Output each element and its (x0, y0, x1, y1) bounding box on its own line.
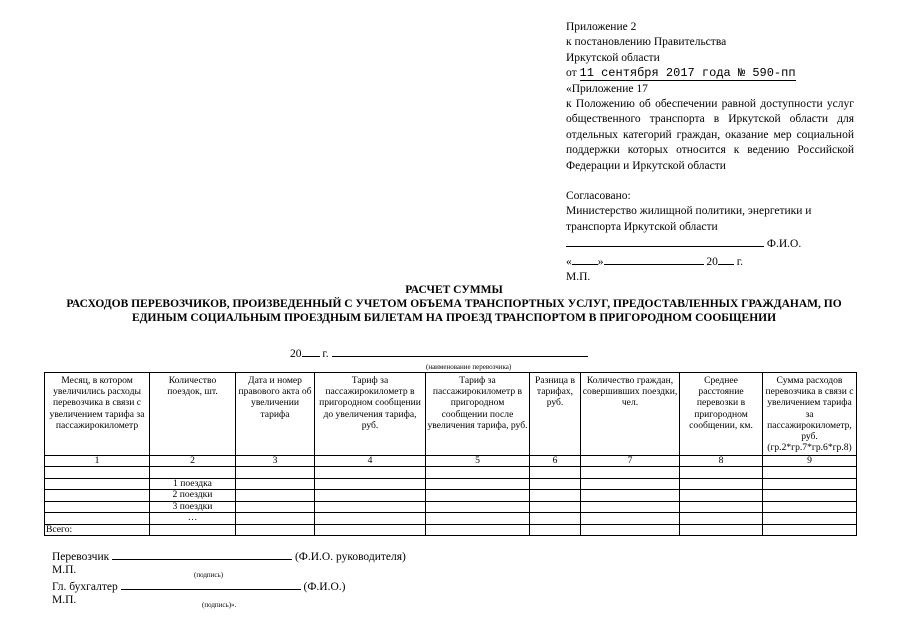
header-citizens-count: Количество граждан, совершивших поездки, чел. (581, 373, 680, 456)
table-cell (763, 478, 857, 490)
carrier-label: Перевозчик (52, 551, 110, 563)
table-cell (45, 490, 150, 502)
table-cell (315, 501, 426, 513)
signature-block (52, 548, 406, 608)
approver-line (566, 235, 854, 252)
table-cell (236, 478, 315, 490)
table-cell (680, 501, 763, 513)
header-trips-count: Количество поездок, шт. (150, 373, 236, 456)
approval-date-line (566, 253, 854, 270)
header-average-distance: Среднее расстояние перевозки в пригородном сообщении, км. (680, 373, 763, 456)
carrier-name-note: (наименование перевозчика) (426, 363, 512, 371)
table-cell (763, 501, 857, 513)
approver-fio: Ф.И.О. (766, 238, 802, 251)
region-label: Иркутской области (566, 51, 660, 64)
table-cell (680, 524, 763, 536)
header-tariff-difference: Разница в тарифах, руб. (530, 373, 581, 456)
column-number: 9 (763, 456, 857, 467)
column-number: 8 (680, 456, 763, 467)
table-cell (236, 501, 315, 513)
month-blank (604, 253, 704, 265)
table-cell (236, 490, 315, 502)
column-number: 5 (426, 456, 530, 467)
table-header-row (45, 373, 857, 456)
table-cell (426, 524, 530, 536)
table-cell (315, 467, 426, 479)
table-cell (426, 478, 530, 490)
table-cell (581, 501, 680, 513)
period-year-prefix: 20 (290, 348, 302, 360)
trip-row-label: 1 поездка (150, 478, 236, 490)
table-cell (45, 467, 150, 479)
document-header (566, 20, 854, 286)
carrier-signature-note: (подпись) (194, 571, 224, 579)
table-cell (426, 513, 530, 525)
table-cell (581, 467, 680, 479)
carrier-fio-label: (Ф.И.О. руководителя) (294, 551, 406, 563)
table-cell (315, 524, 426, 536)
column-number: 7 (581, 456, 680, 467)
column-number: 3 (236, 456, 315, 467)
appendix17-label: «Приложение 17 (566, 82, 648, 95)
appendix-label: Приложение 2 (566, 21, 637, 33)
accountant-signature-line (52, 578, 406, 593)
date-quote-open: « (566, 255, 572, 268)
table-cell (236, 513, 315, 525)
decree-date-line (566, 66, 854, 81)
table-cell (763, 524, 857, 536)
table-cell (45, 501, 150, 513)
column-number-row (45, 456, 857, 467)
document-title (40, 284, 868, 325)
accountant-label: Гл. бухгалтер (52, 581, 118, 593)
table-cell (45, 513, 150, 525)
table-cell (530, 513, 581, 525)
period-carrier-line (290, 345, 588, 360)
table-cell (680, 513, 763, 525)
header-tariff-before: Тариф за пассажирокилометр в пригородном сообщении до увеличения тарифа, руб. (315, 373, 426, 456)
header-expense-sum: Сумма расходов перевозчика в связи с увеличением тарифа за пассажирокилометр, руб. (гр.2*гр.7*гр.6*гр.8) (763, 373, 857, 456)
table-cell (315, 490, 426, 502)
header-month: Месяц, в котором увеличились расходы перевозчика в связи с увеличением тарифа за пассажирокилометр (45, 373, 150, 456)
decree-date-number: 11 сентября 2017 года № 590-пп (579, 66, 796, 81)
table-cell (680, 490, 763, 502)
decree-reference: к постановлению Правительства (566, 36, 727, 49)
table-cell (581, 478, 680, 490)
header-tariff-after: Тариф за пассажирокилометр в пригородном сообщении после увеличения тарифа, руб. (426, 373, 530, 456)
total-label: Всего: (45, 524, 150, 536)
table-cell (426, 467, 530, 479)
column-number: 2 (150, 456, 236, 467)
carrier-stamp: М.П. (52, 564, 77, 576)
trip-row-label: 2 поездки (150, 490, 236, 502)
from-prefix: от (566, 67, 577, 80)
table-row (45, 490, 857, 502)
table-cell (150, 524, 236, 536)
header-legal-act: Дата и номер правового акта об увеличении тарифа (236, 373, 315, 456)
table-row (45, 467, 857, 479)
table-cell (530, 478, 581, 490)
table-cell (45, 478, 150, 490)
approver-signature-line (566, 235, 764, 247)
period-year-suffix: г. (322, 348, 329, 360)
table-cell (150, 467, 236, 479)
table-cell (581, 490, 680, 502)
table-cell (581, 513, 680, 525)
table-cell (426, 490, 530, 502)
carrier-name-blank (332, 345, 588, 357)
table-cell (680, 467, 763, 479)
carrier-stamp-line (52, 563, 406, 578)
day-blank (572, 253, 598, 265)
accountant-signature-blank (121, 578, 301, 590)
accountant-stamp: М.П. (52, 594, 77, 606)
column-number: 1 (45, 456, 150, 467)
table-row (45, 501, 857, 513)
table-cell (236, 467, 315, 479)
column-number: 4 (315, 456, 426, 467)
carrier-signature-blank (112, 548, 292, 560)
table-row (45, 478, 857, 490)
accountant-fio-label: (Ф.И.О.) (303, 581, 346, 593)
year-blank (718, 253, 734, 265)
table-cell (530, 490, 581, 502)
table-cell (236, 524, 315, 536)
table-cell (763, 467, 857, 479)
table-cell (763, 513, 857, 525)
table-cell (530, 524, 581, 536)
period-year-blank (302, 345, 320, 357)
trip-row-label: … (150, 513, 236, 525)
regulation-text: к Положению об обеспечении равной доступности услуг общественного транспорта в Иркутской области для отдельных категорий граждан, оказание мер социальной поддержки которых относится к ведению Российской Федерации и Иркутской области (566, 98, 854, 172)
calculation-table (44, 372, 857, 536)
table-cell (530, 467, 581, 479)
title-line-1: РАСЧЕТ СУММЫ (405, 284, 503, 296)
table-cell (426, 501, 530, 513)
year-prefix: 20 (706, 255, 718, 268)
accountant-signature-note: (подпись)». (202, 601, 237, 609)
carrier-signature-line (52, 548, 406, 563)
title-line-2: РАСХОДОВ ПЕРЕВОЗЧИКОВ, ПРОИЗВЕДЕННЫЙ С УЧЕТОМ ОБЪЕМА ТРАНСПОРТНЫХ УСЛУГ, ПРЕДОСТАВЛЕННЫХ ГРАЖДАНАМ, ПО ЕДИНЫМ СОЦИАЛЬНЫМ ПРОЕЗДНЫМ БИЛЕТАМ НА ПРОЕЗД ТРАНСПОРТОМ В ПРИГОРОДНОМ СООБЩЕНИИ (66, 297, 842, 324)
table-cell (315, 513, 426, 525)
table-cell (315, 478, 426, 490)
table-row (45, 513, 857, 525)
year-suffix: г. (736, 255, 744, 268)
trip-row-label: 3 поездки (150, 501, 236, 513)
ministry-name: Министерство жилищной политики, энергетики и транспорта Иркутской области (566, 205, 812, 233)
approval-stamp: М.П. (566, 271, 591, 284)
table-cell (763, 490, 857, 502)
table-cell (530, 501, 581, 513)
total-row (45, 524, 857, 536)
table-cell (581, 524, 680, 536)
table-cell (680, 478, 763, 490)
accountant-stamp-line (52, 593, 406, 608)
column-number: 6 (530, 456, 581, 467)
date-quote-close: » (597, 255, 604, 268)
agreed-label: Согласовано: (566, 190, 631, 203)
